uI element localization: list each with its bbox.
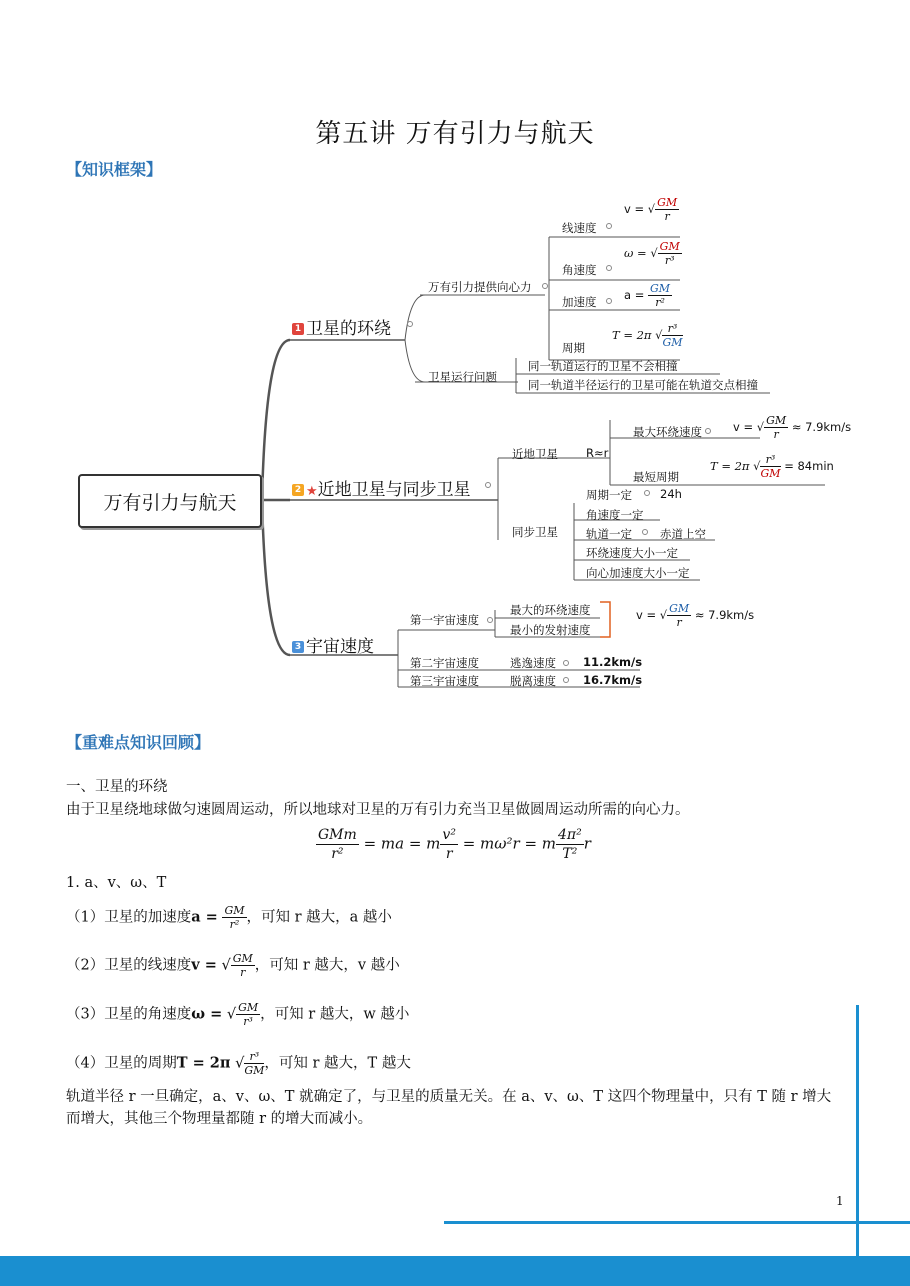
sub1-title: 1. a、v、ω、T: [66, 875, 167, 891]
formula-omega: ω = √ $\frac{GM}{\text{r³}}$: [624, 240, 680, 267]
third-cosmic: 第三宇宙速度: [410, 674, 479, 688]
framework-heading: 【知识框架】: [66, 160, 163, 179]
footer-horizontal-line: [444, 1221, 910, 1224]
sync-orbit: 轨道一定: [586, 527, 632, 541]
sync-orbit-value: 赤道上空: [660, 527, 706, 541]
sync-period-value: 24h: [660, 487, 682, 501]
first-v-formula: v = √ $\frac{GM}{r}$ ≈ 7.9km/s: [636, 602, 755, 629]
badge-1: 1: [292, 323, 304, 335]
near-v-formula: v = √ $\frac{GM}{r}$ ≈ 7.9km/s: [733, 414, 852, 441]
sync-period: 周期一定: [586, 488, 632, 502]
near-earth-satellite: 近地卫星: [512, 447, 558, 461]
min-launch-speed: 最小的发射速度: [510, 623, 591, 637]
star-icon: ★: [306, 484, 318, 499]
sync-acceleration: 向心加速度大小一定: [586, 566, 690, 580]
formula-T: T = 2π √ $\frac{\text{r³}}{GM}$: [612, 322, 683, 349]
page-title: 第五讲 万有引力与航天: [315, 119, 595, 149]
footer-bar: [0, 1256, 910, 1286]
first-cosmic: 第一宇宙速度: [410, 613, 479, 627]
satellite-running-problem: 卫星运行问题: [428, 370, 497, 384]
near-T-formula: T = 2π √ $\frac{\text{r³}}{GM}$ = 84min: [710, 453, 834, 480]
second-cosmic: 第二宇宙速度: [410, 656, 479, 670]
section1-title: 一、卫星的环绕: [66, 779, 168, 795]
max-orbit-speed: 最大环绕速度: [633, 425, 702, 439]
second-value: 11.2km/s: [583, 655, 643, 669]
branch-satellite-orbit: [292, 314, 391, 339]
escape-speed: 逃逸速度: [510, 656, 556, 670]
mindmap-root: 万有引力与航天: [78, 474, 262, 528]
point-period: （4）卫星的周期T = 2π √ $\frac{\text{r³}}{GM}$ ，可知 r 越大，T 越大: [66, 1050, 411, 1077]
branch-near-sync: [292, 475, 471, 500]
near-condition: R≈r: [586, 446, 609, 460]
departure-speed: 脱离速度: [510, 674, 556, 688]
badge-2: 2: [292, 484, 304, 496]
min-period: 最短周期: [633, 470, 679, 484]
sync-satellite: 同步卫星: [512, 525, 558, 539]
branch3-label: 宇宙速度: [306, 637, 374, 657]
formula-v: v = √ $\frac{GM}{r}$: [624, 196, 678, 223]
sub2-item-2: 同一轨道半径运行的卫星可能在轨道交点相撞: [528, 378, 758, 392]
branch2-label: 近地卫星与同步卫星: [317, 480, 471, 500]
point-angular-speed: （3）卫星的角速度ω = √ $\frac{GM}{\text{r³}}$ ，可知 r 越大，w 越小: [66, 1001, 410, 1028]
point-acceleration: （1）卫星的加速度a = $\frac{GM}{\text{r²}}$ ，可知 r 越大，a 越小: [66, 904, 392, 931]
section1-intro: 由于卫星绕地球做匀速圆周运动，所以地球对卫星的万有引力充当卫星做圆周运动所需的向心力。: [66, 802, 690, 818]
item-period: 周期: [562, 341, 585, 355]
badge-3: 3: [292, 641, 304, 653]
page-number: 1: [836, 1194, 844, 1208]
branch1-label: 卫星的环绕: [306, 319, 391, 339]
item-linear-speed: 线速度: [562, 221, 597, 235]
third-value: 16.7km/s: [583, 673, 643, 687]
review-heading: 【重难点知识回顾】: [66, 733, 211, 752]
max-orbit-speed-2: 最大的环绕速度: [510, 603, 591, 617]
sub2-item-1: 同一轨道运行的卫星不会相撞: [528, 359, 678, 373]
item-acceleration: 加速度: [562, 295, 597, 309]
sync-speed: 环绕速度大小一定: [586, 546, 678, 560]
branch-cosmic-speed: [292, 632, 374, 657]
formula-a: a = $\frac{GM}{\text{r²}}$: [624, 282, 671, 309]
main-equation: $\frac{\text{GMm}}{\text{r²}}$ = ma = m $\frac{\text{v²}}{r}$ = mω²r = m $\frac{\text{4π²}}{\text{T²}}$ r: [318, 827, 591, 862]
sync-angular: 角速度一定: [586, 508, 644, 522]
footer-vertical-line: [856, 1005, 859, 1256]
item-angular-speed: 角速度: [562, 263, 597, 277]
point-linear-speed: （2）卫星的线速度v = √ $\frac{GM}{r}$ ，可知 r 越大，v 越小: [66, 952, 400, 979]
gravity-provides-centripetal: 万有引力提供向心力: [428, 280, 532, 294]
conclusion: 轨道半径 r 一旦确定，a、v、ω、T 就确定了，与卫星的质量无关。在 a、v、ω、T 这四个物理量中，只有 T 随 r 增大而增大，其他三个物理量都随 r 的增大而减小。: [66, 1089, 832, 1127]
